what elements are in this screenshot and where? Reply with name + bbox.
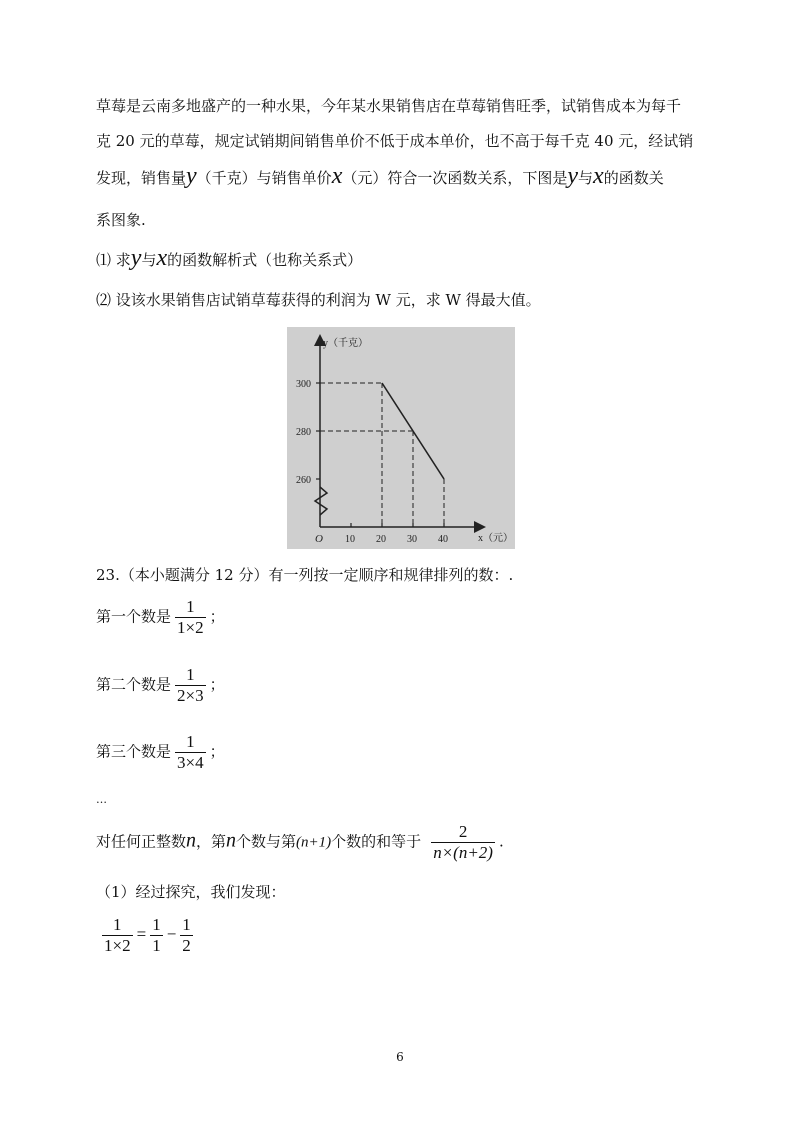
x-tick-label: 30 — [407, 534, 417, 545]
function-graph — [287, 327, 515, 549]
fraction: $\frac{1}{3\times 4}$ — [177, 732, 204, 772]
y-tick-label: 280 — [296, 427, 311, 438]
problem-text-line-1: 草莓是云南多地盛产的一种水果，今年某水果销售店在草莓销售旺季，试销售成本为每千 — [96, 97, 682, 115]
sequence-item-2: 第二个数是 $\frac{1}{2\times 3}$ ； — [96, 665, 225, 705]
x-tick-label: 40 — [438, 534, 448, 545]
y-tick-label: 260 — [296, 475, 311, 486]
fraction: $\frac{1}{1\times 2}$ — [104, 915, 131, 955]
fraction: $\frac{1}{2\times 3}$ — [177, 665, 204, 705]
sequence-item-1: 第一个数是 $\frac{1}{1\times 2}$ ； — [96, 597, 225, 637]
x-axis-label: x（元） — [478, 533, 513, 544]
fraction: $\frac{1}{2}$ — [182, 915, 191, 955]
problem-text-line-4: 系图象. — [96, 211, 146, 229]
question-2: ⑵ 设该水果销售店试销草莓获得的利润为 W 元，求 W 得最大值。 — [96, 291, 541, 309]
fraction: $\frac{1}{1}$ — [152, 915, 161, 955]
problem-text-line-3: 发现，销售量y（千克）与销售单价x（元）符合一次函数关系，下图是y与x的函数关 — [96, 163, 664, 189]
fraction: $\frac{1}{1\times 2}$ — [177, 597, 204, 637]
equation: $\frac{1}{1\times 2}$ = $\frac{1}{1}$ − $\frac{1}{2}$ — [104, 915, 191, 955]
x-tick-label: 20 — [376, 534, 386, 545]
general-statement: 对任何正整数n，第n个数与第(n+1)个数的和等于 $\frac{2}{n\times(n+2)}$ . — [96, 822, 504, 862]
ellipsis: … — [96, 793, 107, 806]
origin-label: O — [315, 533, 323, 545]
part-1: （1）经过探究，我们发现： — [96, 883, 286, 901]
problem-23-header: 23.（本小题满分 12 分）有一列按一定顺序和规律排列的数：. — [96, 566, 514, 584]
axis-break-icon — [315, 487, 327, 515]
x-tick-label: 10 — [345, 534, 355, 545]
problem-text-line-2: 克 20 元的草莓，规定试销期间销售单价不低于成本单价，也不高于每千克 40 元，经试销 — [96, 132, 694, 150]
page-number: 6 — [396, 1050, 404, 1064]
question-1: ⑴ 求y与x的函数解析式（也称关系式） — [96, 245, 363, 271]
y-axis-label: y（千克） — [323, 338, 368, 349]
fraction: $\frac{2}{n\times(n+2)}$ — [433, 822, 493, 862]
sequence-item-3: 第三个数是 $\frac{1}{3\times 4}$ ； — [96, 732, 225, 772]
graph-svg — [287, 327, 515, 549]
y-tick-label: 300 — [296, 379, 311, 390]
